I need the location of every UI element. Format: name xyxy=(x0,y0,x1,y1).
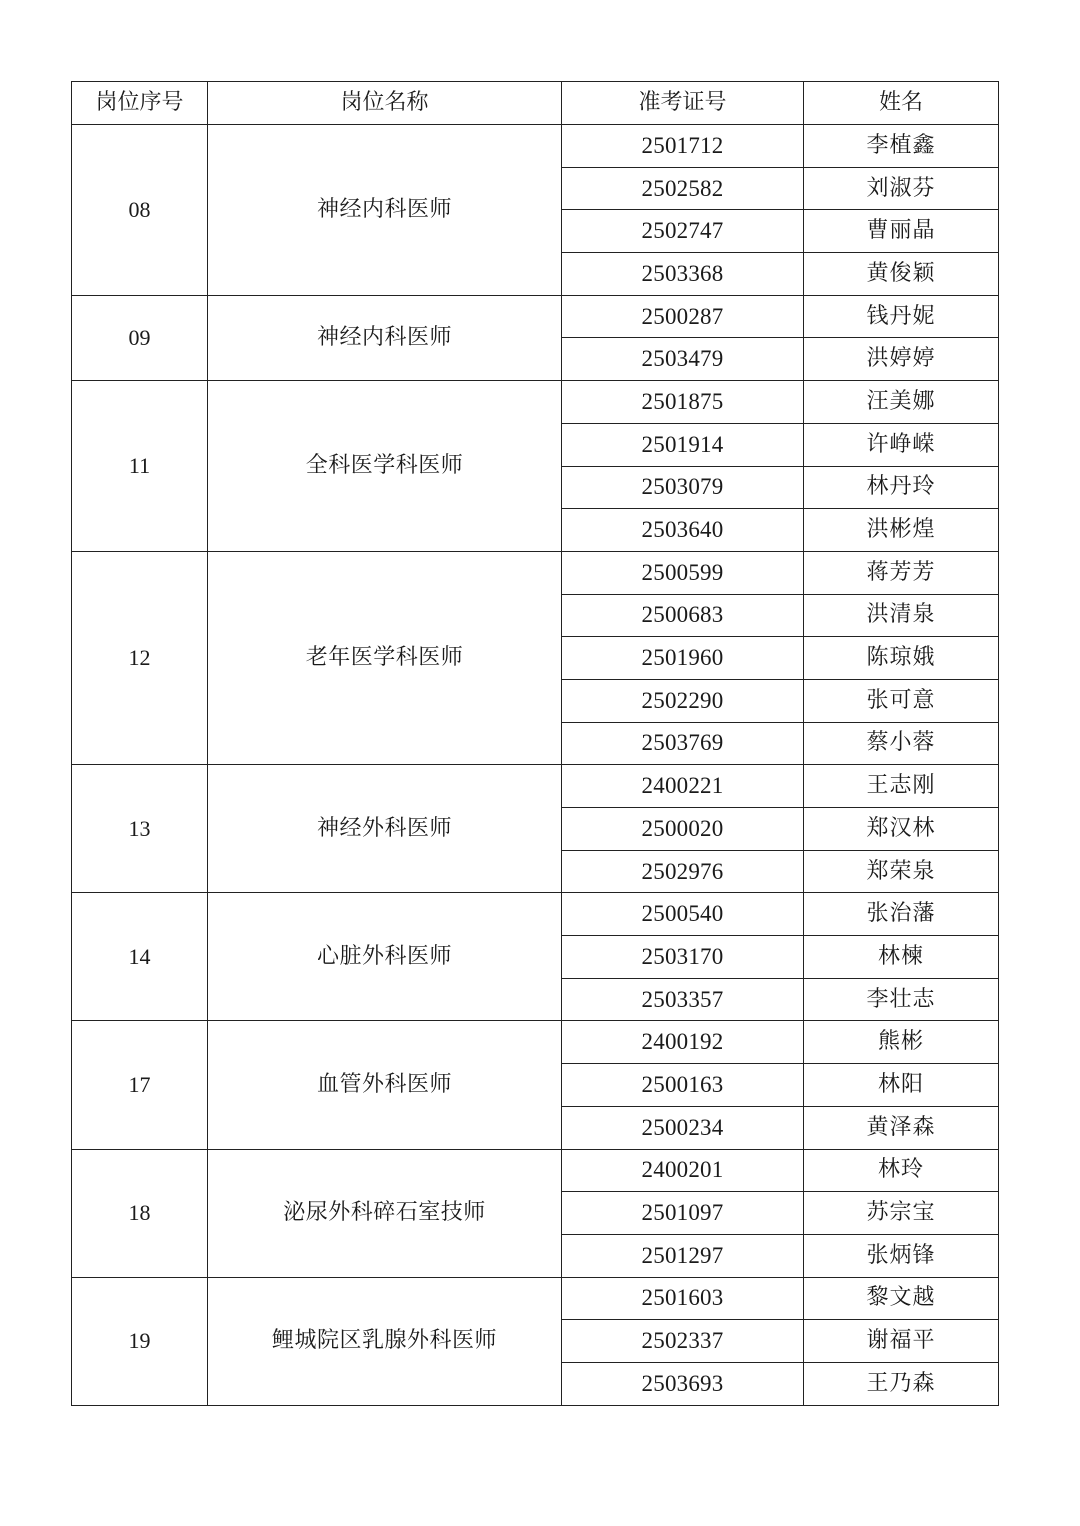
candidate-name-cell: 张治藩 xyxy=(804,893,999,936)
candidate-name-cell: 许峥嵘 xyxy=(804,423,999,466)
ticket-number-cell: 2500599 xyxy=(562,551,804,594)
position-seq-cell: 17 xyxy=(72,1021,208,1149)
ticket-number-cell: 2503079 xyxy=(562,466,804,509)
ticket-number-cell: 2400201 xyxy=(562,1149,804,1192)
candidate-name-cell: 苏宗宝 xyxy=(804,1192,999,1235)
table-row xyxy=(72,893,999,936)
candidate-table xyxy=(71,81,999,1406)
ticket-number-cell: 2500234 xyxy=(562,1106,804,1149)
ticket-number-cell: 2501097 xyxy=(562,1192,804,1235)
ticket-number-cell: 2502747 xyxy=(562,210,804,253)
position-seq-cell: 18 xyxy=(72,1149,208,1277)
position-name-cell: 神经内科医师 xyxy=(208,125,562,296)
ticket-number-cell: 2501297 xyxy=(562,1234,804,1277)
ticket-number-cell: 2500020 xyxy=(562,808,804,851)
ticket-number-cell: 2500683 xyxy=(562,594,804,637)
header-candidate-name: 姓名 xyxy=(804,82,999,125)
position-seq-cell: 12 xyxy=(72,551,208,764)
position-seq-cell: 14 xyxy=(72,893,208,1021)
candidate-name-cell: 曹丽晶 xyxy=(804,210,999,253)
table-row xyxy=(72,125,999,168)
table-row xyxy=(72,765,999,808)
position-name-cell: 老年医学科医师 xyxy=(208,551,562,764)
position-name-cell: 心脏外科医师 xyxy=(208,893,562,1021)
ticket-number-cell: 2503640 xyxy=(562,509,804,552)
candidate-name-cell: 钱丹妮 xyxy=(804,295,999,338)
table-row xyxy=(72,551,999,594)
candidate-name-cell: 郑汉林 xyxy=(804,808,999,851)
ticket-number-cell: 2500540 xyxy=(562,893,804,936)
ticket-number-cell: 2500287 xyxy=(562,295,804,338)
position-seq-cell: 08 xyxy=(72,125,208,296)
table-header xyxy=(72,82,999,125)
candidate-name-cell: 陈琼娥 xyxy=(804,637,999,680)
candidate-name-cell: 洪清泉 xyxy=(804,594,999,637)
position-seq-cell: 19 xyxy=(72,1277,208,1405)
ticket-number-cell: 2503693 xyxy=(562,1362,804,1405)
candidate-name-cell: 林丹玲 xyxy=(804,466,999,509)
candidate-name-cell: 王乃森 xyxy=(804,1362,999,1405)
table-row xyxy=(72,1277,999,1320)
position-name-cell: 全科医学科医师 xyxy=(208,381,562,552)
candidate-name-cell: 郑荣泉 xyxy=(804,850,999,893)
position-name-cell: 鲤城院区乳腺外科医师 xyxy=(208,1277,562,1405)
ticket-number-cell: 2502976 xyxy=(562,850,804,893)
candidate-name-cell: 李壮志 xyxy=(804,978,999,1021)
candidate-name-cell: 林玲 xyxy=(804,1149,999,1192)
candidate-name-cell: 黄泽森 xyxy=(804,1106,999,1149)
candidate-name-cell: 蒋芳芳 xyxy=(804,551,999,594)
candidate-name-cell: 张可意 xyxy=(804,679,999,722)
ticket-number-cell: 2501960 xyxy=(562,637,804,680)
position-name-cell: 神经内科医师 xyxy=(208,295,562,380)
ticket-number-cell: 2502337 xyxy=(562,1320,804,1363)
candidate-name-cell: 张炳锋 xyxy=(804,1234,999,1277)
candidate-name-cell: 洪彬煌 xyxy=(804,509,999,552)
header-row xyxy=(72,82,999,125)
position-name-cell: 泌尿外科碎石室技师 xyxy=(208,1149,562,1277)
candidate-name-cell: 黄俊颖 xyxy=(804,253,999,296)
table-row xyxy=(72,295,999,338)
candidate-name-cell: 谢福平 xyxy=(804,1320,999,1363)
table-row xyxy=(72,1149,999,1192)
header-position-seq: 岗位序号 xyxy=(72,82,208,125)
ticket-number-cell: 2502290 xyxy=(562,679,804,722)
ticket-number-cell: 2503769 xyxy=(562,722,804,765)
ticket-number-cell: 2501914 xyxy=(562,423,804,466)
table-row xyxy=(72,1021,999,1064)
ticket-number-cell: 2503479 xyxy=(562,338,804,381)
position-seq-cell: 11 xyxy=(72,381,208,552)
ticket-number-cell: 2503170 xyxy=(562,936,804,979)
candidate-name-cell: 李植鑫 xyxy=(804,125,999,168)
candidate-name-cell: 汪美娜 xyxy=(804,381,999,424)
ticket-number-cell: 2400192 xyxy=(562,1021,804,1064)
header-position-name: 岗位名称 xyxy=(208,82,562,125)
ticket-number-cell: 2501875 xyxy=(562,381,804,424)
candidate-name-cell: 王志刚 xyxy=(804,765,999,808)
ticket-number-cell: 2501712 xyxy=(562,125,804,168)
candidate-name-cell: 林楝 xyxy=(804,936,999,979)
ticket-number-cell: 2503357 xyxy=(562,978,804,1021)
header-ticket-number: 准考证号 xyxy=(562,82,804,125)
position-name-cell: 血管外科医师 xyxy=(208,1021,562,1149)
candidate-name-cell: 蔡小蓉 xyxy=(804,722,999,765)
ticket-number-cell: 2501603 xyxy=(562,1277,804,1320)
candidate-name-cell: 洪婷婷 xyxy=(804,338,999,381)
position-seq-cell: 13 xyxy=(72,765,208,893)
candidate-name-cell: 林阳 xyxy=(804,1064,999,1107)
ticket-number-cell: 2503368 xyxy=(562,253,804,296)
candidate-name-cell: 黎文越 xyxy=(804,1277,999,1320)
table-row xyxy=(72,381,999,424)
ticket-number-cell: 2400221 xyxy=(562,765,804,808)
candidate-name-cell: 熊彬 xyxy=(804,1021,999,1064)
candidate-name-cell: 刘淑芬 xyxy=(804,167,999,210)
position-name-cell: 神经外科医师 xyxy=(208,765,562,893)
ticket-number-cell: 2500163 xyxy=(562,1064,804,1107)
position-seq-cell: 09 xyxy=(72,295,208,380)
ticket-number-cell: 2502582 xyxy=(562,167,804,210)
table-body xyxy=(72,125,999,1406)
